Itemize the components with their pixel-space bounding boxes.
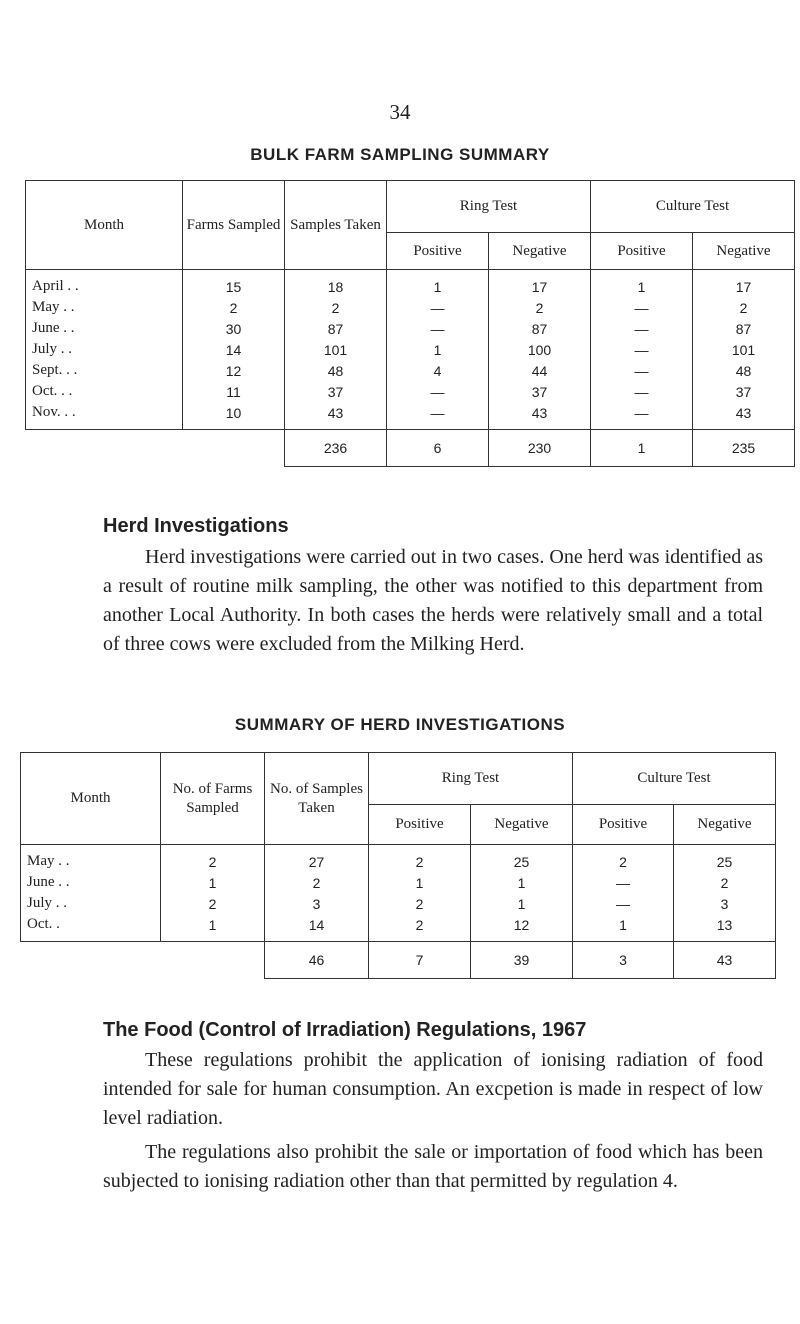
row-ring-negative: 1 xyxy=(471,893,573,914)
herd-header-ring-positive: Positive xyxy=(369,805,471,845)
row-month: Sept. . . xyxy=(26,360,183,381)
bulk-header-culture-negative: Negative xyxy=(693,233,795,270)
row-ring-positive: 2 xyxy=(369,914,471,942)
page-number: 34 xyxy=(389,100,411,124)
totals-blank xyxy=(26,430,285,467)
row-ring-positive: — xyxy=(387,402,489,430)
row-month: Oct. . . xyxy=(26,381,183,402)
bulk-table-title: BULK FARM SAMPLING SUMMARY xyxy=(250,145,550,164)
row-month: Oct. . xyxy=(21,914,161,942)
bulk-header-ring-test: Ring Test xyxy=(387,181,591,233)
row-samples: 14 xyxy=(265,914,369,942)
row-culture-negative: 2 xyxy=(674,872,776,893)
table-row xyxy=(26,318,795,339)
row-ring-positive: 1 xyxy=(369,872,471,893)
row-farms: 1 xyxy=(161,914,265,942)
row-farms: 2 xyxy=(183,297,285,318)
row-month: Nov. . . xyxy=(26,402,183,430)
herd-header-month: Month xyxy=(21,753,161,845)
row-ring-negative: 100 xyxy=(489,339,591,360)
row-month: July . . xyxy=(26,339,183,360)
row-farms: 12 xyxy=(183,360,285,381)
table-row xyxy=(21,893,776,914)
row-ring-positive: 2 xyxy=(369,893,471,914)
table-row xyxy=(26,381,795,402)
bulk-farm-sampling-table xyxy=(25,180,795,467)
row-culture-negative: 43 xyxy=(693,402,795,430)
row-culture-negative: 2 xyxy=(693,297,795,318)
row-samples: 3 xyxy=(265,893,369,914)
herd-header-ring-negative: Negative xyxy=(471,805,573,845)
row-ring-positive: 4 xyxy=(387,360,489,381)
row-culture-negative: 48 xyxy=(693,360,795,381)
total-samples: 236 xyxy=(285,430,387,467)
food-regulations-heading: The Food (Control of Irradiation) Regulations, 1967 xyxy=(103,1019,587,1041)
herd-header-culture-negative: Negative xyxy=(674,805,776,845)
row-farms: 2 xyxy=(161,893,265,914)
total-ring-positive: 7 xyxy=(369,942,471,979)
row-farms: 15 xyxy=(183,270,285,298)
row-farms: 10 xyxy=(183,402,285,430)
row-ring-negative: 44 xyxy=(489,360,591,381)
bulk-header-farms: Farms Sampled xyxy=(183,181,285,270)
totals-row xyxy=(21,942,776,979)
row-ring-negative: 2 xyxy=(489,297,591,318)
total-culture-positive: 3 xyxy=(573,942,674,979)
row-culture-positive: 1 xyxy=(573,914,674,942)
row-month: June . . xyxy=(21,872,161,893)
row-ring-positive: 2 xyxy=(369,845,471,873)
total-ring-negative: 230 xyxy=(489,430,591,467)
table-row xyxy=(26,402,795,430)
row-culture-positive: 1 xyxy=(591,270,693,298)
herd-header-culture-positive: Positive xyxy=(573,805,674,845)
row-month: May . . xyxy=(26,297,183,318)
table-row xyxy=(26,339,795,360)
row-ring-negative: 17 xyxy=(489,270,591,298)
row-culture-negative: 101 xyxy=(693,339,795,360)
row-ring-positive: — xyxy=(387,297,489,318)
row-samples: 48 xyxy=(285,360,387,381)
herd-header-ring-test: Ring Test xyxy=(369,753,573,805)
row-ring-negative: 87 xyxy=(489,318,591,339)
herd-table-title: SUMMARY OF HERD INVESTIGATIONS xyxy=(234,715,566,734)
row-farms: 30 xyxy=(183,318,285,339)
total-culture-negative: 235 xyxy=(693,430,795,467)
row-samples: 101 xyxy=(285,339,387,360)
table-row xyxy=(21,872,776,893)
row-farms: 14 xyxy=(183,339,285,360)
table-row xyxy=(26,270,795,298)
total-ring-positive: 6 xyxy=(387,430,489,467)
bulk-header-culture-test: Culture Test xyxy=(591,181,795,233)
row-ring-negative: 12 xyxy=(471,914,573,942)
row-culture-negative: 3 xyxy=(674,893,776,914)
row-culture-positive: — xyxy=(591,297,693,318)
row-ring-positive: — xyxy=(387,381,489,402)
row-culture-positive: — xyxy=(591,402,693,430)
herd-investigations-table xyxy=(20,752,776,979)
total-ring-negative: 39 xyxy=(471,942,573,979)
food-regulations-paragraph-2: The regulations also prohibit the sale or importation of food which has been subjected to ionising radiation other than that permitted by regulation 4. xyxy=(103,1141,763,1192)
table-row xyxy=(21,914,776,942)
bulk-header-samples: Samples Taken xyxy=(285,181,387,270)
row-ring-positive: — xyxy=(387,318,489,339)
total-culture-positive: 1 xyxy=(591,430,693,467)
row-farms: 11 xyxy=(183,381,285,402)
row-culture-positive: — xyxy=(591,381,693,402)
herd-header-samples: No. of Samples Taken xyxy=(265,753,369,845)
row-samples: 43 xyxy=(285,402,387,430)
row-ring-positive: 1 xyxy=(387,339,489,360)
row-culture-positive: — xyxy=(573,872,674,893)
row-ring-positive: 1 xyxy=(387,270,489,298)
bulk-header-ring-positive: Positive xyxy=(387,233,489,270)
herd-investigations-heading: Herd Investigations xyxy=(103,515,289,537)
row-samples: 87 xyxy=(285,318,387,339)
row-month: April . . xyxy=(26,270,183,298)
row-culture-negative: 13 xyxy=(674,914,776,942)
row-ring-negative: 37 xyxy=(489,381,591,402)
total-culture-negative: 43 xyxy=(674,942,776,979)
row-samples: 2 xyxy=(265,872,369,893)
row-samples: 37 xyxy=(285,381,387,402)
row-farms: 2 xyxy=(161,845,265,873)
row-samples: 18 xyxy=(285,270,387,298)
bulk-header-month: Month xyxy=(26,181,183,270)
herd-investigations-paragraph: Herd investigations were carried out in two cases. One herd was identified as a result of routine milk sampling, the other was notified to this department from another Local Authority. In both cases the herds were relatively small and a total of three cows were excluded from the Milking Herd. xyxy=(103,546,763,655)
bulk-header-ring-negative: Negative xyxy=(489,233,591,270)
row-culture-positive: — xyxy=(591,339,693,360)
totals-blank xyxy=(21,942,265,979)
herd-header-culture-test: Culture Test xyxy=(573,753,776,805)
row-culture-negative: 17 xyxy=(693,270,795,298)
table-row xyxy=(26,360,795,381)
row-culture-positive: — xyxy=(591,360,693,381)
row-culture-positive: 2 xyxy=(573,845,674,873)
row-month: July . . xyxy=(21,893,161,914)
row-culture-positive: — xyxy=(573,893,674,914)
herd-header-farms: No. of Farms Sampled xyxy=(161,753,265,845)
table-row xyxy=(26,297,795,318)
table-row xyxy=(21,845,776,873)
row-ring-negative: 43 xyxy=(489,402,591,430)
row-month: May . . xyxy=(21,845,161,873)
row-culture-negative: 87 xyxy=(693,318,795,339)
row-culture-positive: — xyxy=(591,318,693,339)
row-ring-negative: 25 xyxy=(471,845,573,873)
row-ring-negative: 1 xyxy=(471,872,573,893)
row-month: June . . xyxy=(26,318,183,339)
totals-row xyxy=(26,430,795,467)
row-samples: 2 xyxy=(285,297,387,318)
row-samples: 27 xyxy=(265,845,369,873)
food-regulations-paragraph-1: These regulations prohibit the application of ionising radiation of food intended for sale for human consumption. An excpetion is made in respect of low level radiation. xyxy=(103,1049,763,1129)
row-culture-negative: 25 xyxy=(674,845,776,873)
row-culture-negative: 37 xyxy=(693,381,795,402)
row-farms: 1 xyxy=(161,872,265,893)
bulk-header-culture-positive: Positive xyxy=(591,233,693,270)
total-samples: 46 xyxy=(265,942,369,979)
